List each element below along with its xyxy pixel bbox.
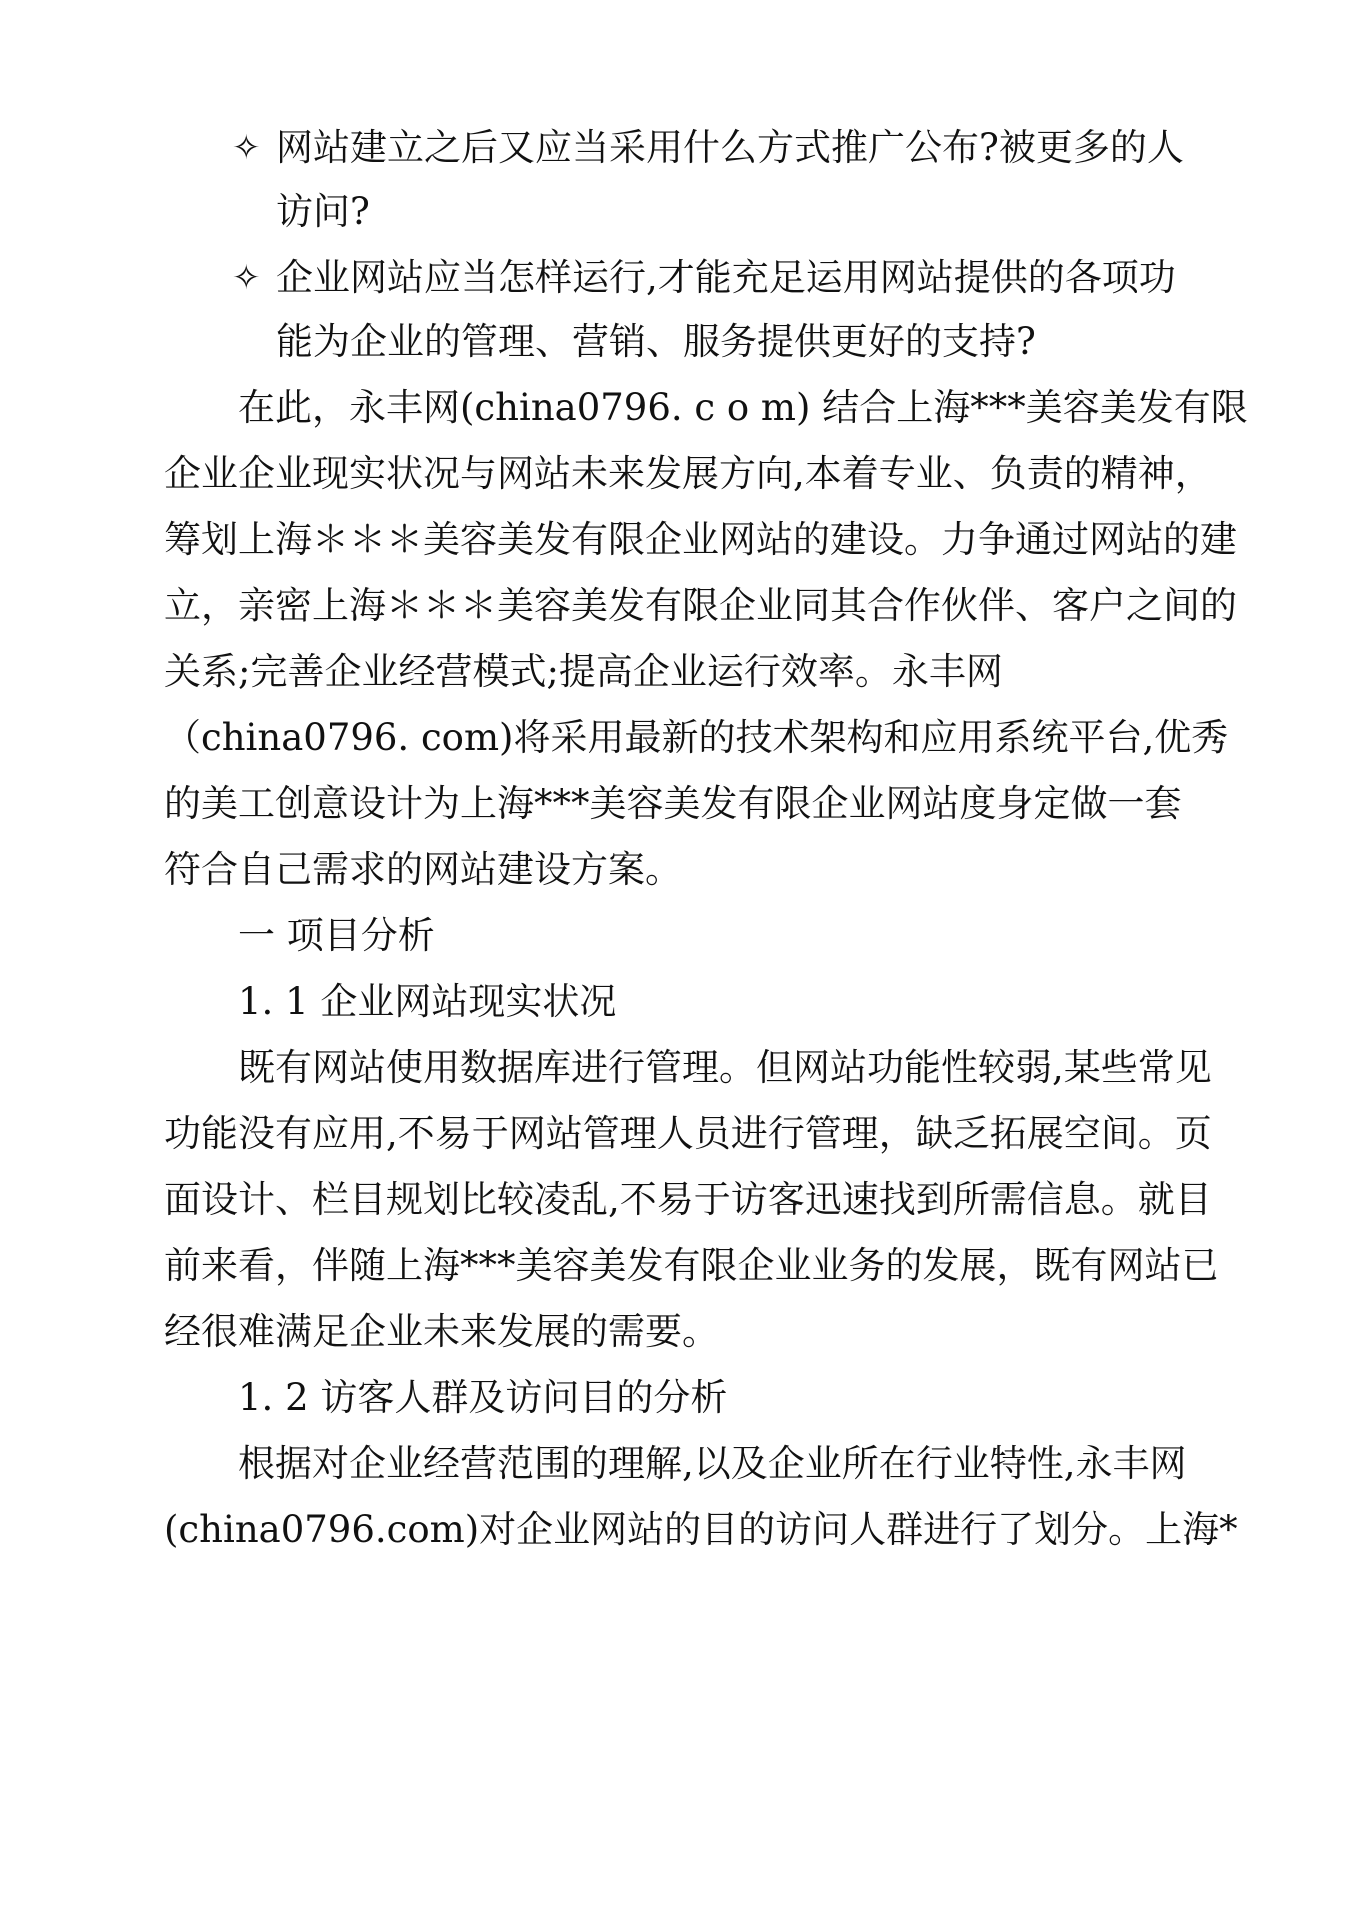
- bullet-1-line-1: 网站建立之后又应当采用什么方式推广公布?被更多的人: [276, 126, 1184, 169]
- subsection-1-2-line-2: (china0796.com)对企业网站的目的访问人群进行了划分。上海*: [164, 1508, 1238, 1551]
- section-heading: 一 项目分析: [238, 914, 435, 957]
- intro-line-7: 的美工创意设计为上海***美容美发有限企业网站度身定做一套: [164, 782, 1182, 825]
- subsection-1-1-line-4: 前来看，伴随上海***美容美发有限企业业务的发展，既有网站已: [164, 1244, 1219, 1287]
- intro-line-8: 符合自己需求的网站建设方案。: [164, 848, 682, 891]
- intro-line-3: 筹划上海＊＊＊美容美发有限企业网站的建设。力争通过网站的建: [164, 518, 1237, 561]
- subsection-1-1-line-2: 功能没有应用,不易于网站管理人员进行管理，缺乏拓展空间。页: [164, 1112, 1212, 1155]
- subsection-1-1-line-3: 面设计、栏目规划比较凌乱,不易于访客迅速找到所需信息。就目: [164, 1178, 1212, 1221]
- subsection-1-2-line-1: 根据对企业经营范围的理解,以及企业所在行业特性,永丰网: [238, 1442, 1187, 1485]
- intro-line-1: 在此，永丰网(china0796. c o m) 结合上海***美容美发有限: [238, 386, 1248, 429]
- bullet-2-line-1: 企业网站应当怎样运行,才能充足运用网站提供的各项功: [276, 256, 1176, 299]
- bullet-diamond-icon: ✧: [232, 258, 261, 298]
- intro-line-4: 立，亲密上海＊＊＊美容美发有限企业同其合作伙伴、客户之间的: [164, 584, 1237, 627]
- bullet-diamond-icon: ✧: [232, 128, 261, 168]
- bullet-1-line-2: 访问?: [276, 190, 370, 233]
- subsection-1-1-line-5: 经很难满足企业未来发展的需要。: [164, 1310, 719, 1353]
- subsection-1-1-line-1: 既有网站使用数据库进行管理。但网站功能性较弱,某些常见: [238, 1046, 1212, 1089]
- intro-line-5: 关系;完善企业经营模式;提高企业运行效率。永丰网: [164, 650, 1003, 693]
- subsection-1-2-heading: 1. 2 访客人群及访问目的分析: [238, 1376, 728, 1419]
- intro-line-6: （china0796. com)将采用最新的技术架构和应用系统平台,优秀: [164, 716, 1229, 759]
- bullet-2-line-2: 能为企业的管理、营销、服务提供更好的支持?: [276, 320, 1036, 363]
- subsection-1-1-heading: 1. 1 企业网站现实状况: [238, 980, 617, 1023]
- intro-line-2: 企业企业现实状况与网站未来发展方向,本着专业、负责的精神，: [164, 452, 1212, 495]
